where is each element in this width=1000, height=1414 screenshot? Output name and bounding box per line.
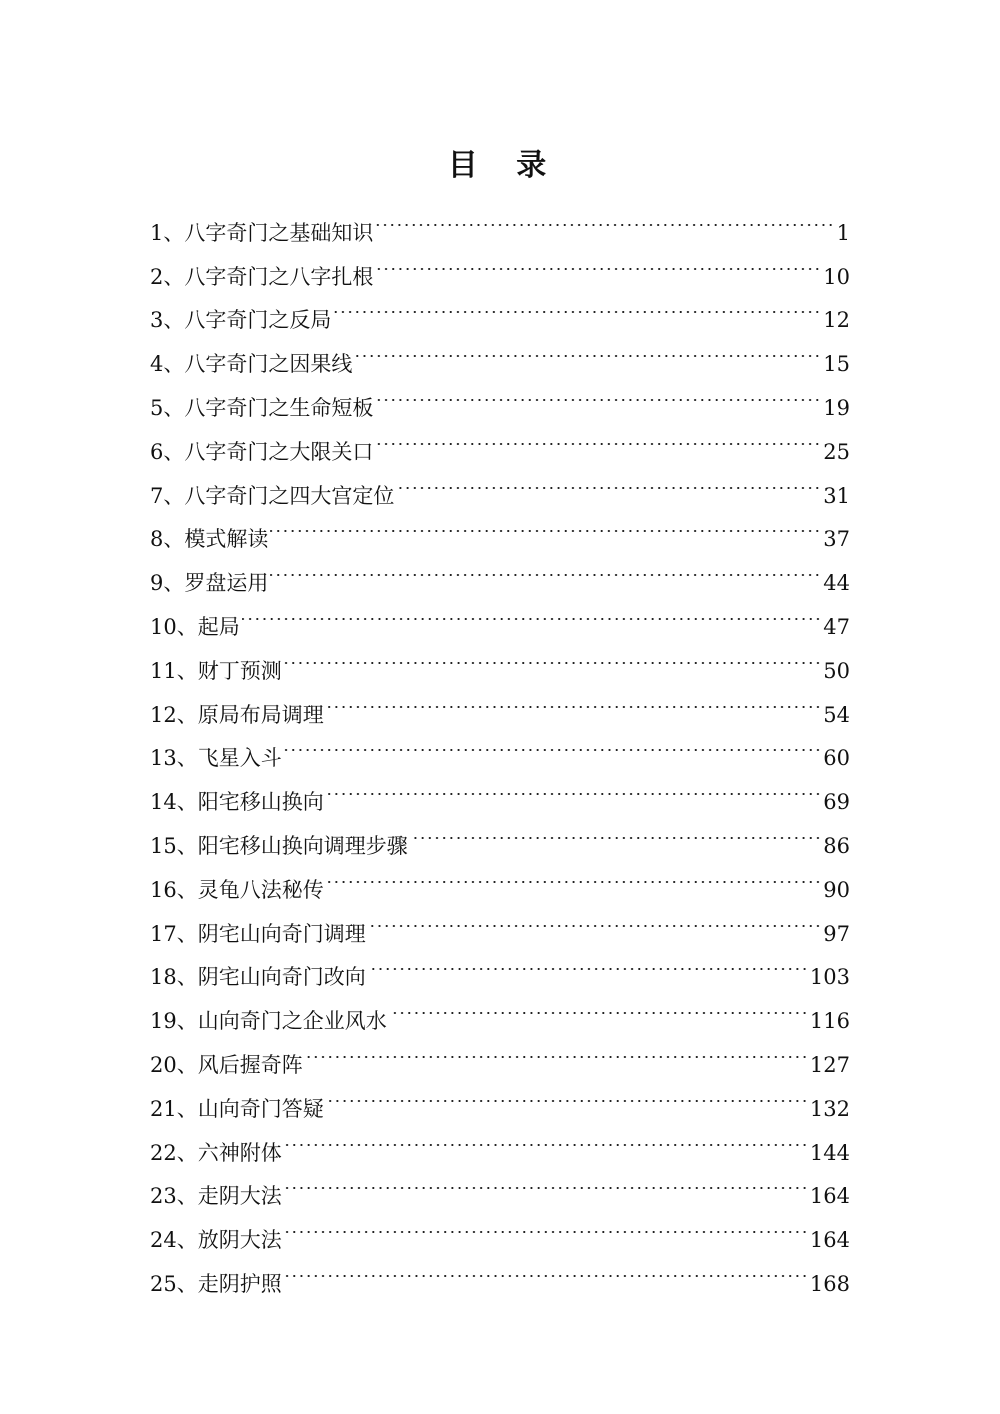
toc-entry-page: 1: [836, 220, 850, 245]
toc-entry-label: 原局布局调理: [197, 702, 324, 727]
toc-entry-label: 六神附体: [197, 1140, 282, 1165]
toc-entry-page: 97: [823, 921, 850, 946]
toc-entry-page: 47: [823, 614, 850, 639]
toc-entry-label: 阴宅山向奇门改向: [197, 965, 366, 990]
toc-entry-11[interactable]: [150, 634, 850, 683]
toc-entry-number: 8、: [150, 527, 185, 552]
toc-entry-number: 23、: [150, 1184, 198, 1209]
dot-leader: [305, 1028, 808, 1072]
toc-entry-number: 14、: [150, 790, 198, 815]
toc-entry-label: 罗盘运用: [184, 571, 269, 596]
toc-entry-label: 财丁预测: [197, 658, 282, 683]
toc-entry-page: 15: [823, 352, 850, 377]
toc-entry-label: 山向奇门答疑: [197, 1096, 324, 1121]
toc-entry-number: 12、: [150, 702, 198, 727]
toc-entry-label: 阳宅移山换向: [197, 790, 324, 815]
toc-entry-number: 3、: [150, 308, 185, 333]
toc-entry-label: 风后握奇阵: [197, 1052, 303, 1077]
toc-entry-label: 山向奇门之企业风水: [197, 1009, 387, 1034]
page-title: 目 录: [447, 148, 561, 184]
toc-entry-number: 22、: [150, 1140, 198, 1165]
toc-entry-page: 103: [809, 965, 850, 990]
toc-entry-number: 9、: [150, 571, 185, 596]
toc-entry-page: 90: [823, 877, 850, 902]
dot-leader: [284, 1203, 808, 1247]
toc-entry-number: 18、: [150, 965, 198, 990]
dot-leader: [375, 240, 821, 284]
toc-entry-number: 4、: [150, 352, 185, 377]
toc-entry-label: 阴宅山向奇门调理: [197, 921, 366, 946]
dot-leader: [284, 722, 822, 766]
dot-leader: [368, 897, 822, 941]
toc-entry-label: 放阴大法: [197, 1228, 282, 1253]
toc-entry-number: 16、: [150, 877, 198, 902]
toc-entry-number: 7、: [150, 483, 185, 508]
dot-leader: [326, 853, 822, 897]
toc-entry-page: 37: [823, 527, 850, 552]
toc-entry-label: 模式解读: [184, 527, 269, 552]
dot-leader: [326, 1072, 808, 1116]
table-of-contents: [150, 196, 850, 1296]
toc-entry-1[interactable]: [150, 196, 850, 245]
dot-leader: [354, 327, 821, 371]
toc-entry-page: 164: [809, 1184, 850, 1209]
dot-leader: [389, 984, 808, 1028]
toc-entry-page: 116: [809, 1009, 850, 1034]
toc-entry-page: 12: [823, 308, 850, 333]
toc-entry-label: 八字奇门之八字扎根: [184, 264, 374, 289]
toc-entry-page: 31: [823, 483, 850, 508]
dot-leader: [396, 459, 821, 503]
toc-entry-label: 走阴大法: [197, 1184, 282, 1209]
toc-entry-page: 127: [809, 1052, 850, 1077]
toc-entry-page: 164: [809, 1228, 850, 1253]
toc-entry-page: 168: [809, 1271, 850, 1296]
toc-entry-label: 走阴护照: [197, 1271, 282, 1296]
toc-entry-number: 6、: [150, 439, 185, 464]
toc-entry-number: 2、: [150, 264, 185, 289]
toc-entry-page: 19: [823, 395, 850, 420]
toc-entry-number: 5、: [150, 395, 185, 420]
toc-entry-number: 21、: [150, 1096, 198, 1121]
dot-leader: [284, 1160, 808, 1204]
toc-entry-label: 八字奇门之大限关口: [184, 439, 374, 464]
toc-entry-number: 13、: [150, 746, 198, 771]
dot-leader: [368, 941, 808, 985]
toc-entry-label: 起局: [197, 614, 240, 639]
dot-leader: [284, 1247, 808, 1291]
toc-entry-number: 1、: [150, 220, 185, 245]
dot-leader: [375, 371, 821, 415]
toc-entry-number: 24、: [150, 1228, 198, 1253]
dot-leader: [375, 196, 834, 240]
toc-entry-number: 10、: [150, 614, 198, 639]
toc-entry-10[interactable]: [150, 590, 850, 639]
dot-leader: [375, 415, 821, 459]
toc-entry-page: 25: [823, 439, 850, 464]
dot-leader: [410, 809, 822, 853]
toc-entry-page: 69: [823, 790, 850, 815]
toc-entry-page: 86: [823, 833, 850, 858]
toc-entry-label: 八字奇门之四大宫定位: [184, 483, 395, 508]
toc-entry-label: 飞星入斗: [197, 746, 282, 771]
dot-leader: [326, 678, 822, 722]
toc-entry-label: 八字奇门之基础知识: [184, 220, 374, 245]
toc-entry-label: 八字奇门之反局: [184, 308, 332, 333]
dot-leader: [284, 1116, 808, 1160]
dot-leader: [242, 590, 822, 634]
toc-entry-number: 15、: [150, 833, 198, 858]
toc-entry-page: 132: [809, 1096, 850, 1121]
toc-entry-label: 八字奇门之因果线: [184, 352, 353, 377]
toc-entry-page: 50: [823, 658, 850, 683]
toc-entry-page: 44: [823, 571, 850, 596]
toc-entry-number: 25、: [150, 1271, 198, 1296]
dot-leader: [284, 634, 822, 678]
toc-entry-page: 144: [809, 1140, 850, 1165]
toc-entry-page: 10: [823, 264, 850, 289]
dot-leader: [270, 503, 821, 547]
toc-entry-label: 阳宅移山换向调理步骤: [197, 833, 408, 858]
toc-entry-number: 17、: [150, 921, 198, 946]
dot-leader: [270, 546, 821, 590]
dot-leader: [326, 765, 822, 809]
toc-entry-page: 54: [823, 702, 850, 727]
toc-entry-page: 60: [823, 746, 850, 771]
toc-entry-number: 11、: [150, 658, 198, 683]
toc-entry-number: 19、: [150, 1009, 198, 1034]
dot-leader: [333, 284, 821, 328]
toc-entry-label: 灵龟八法秘传: [197, 877, 324, 902]
toc-entry-label: 八字奇门之生命短板: [184, 395, 374, 420]
toc-entry-number: 20、: [150, 1052, 198, 1077]
